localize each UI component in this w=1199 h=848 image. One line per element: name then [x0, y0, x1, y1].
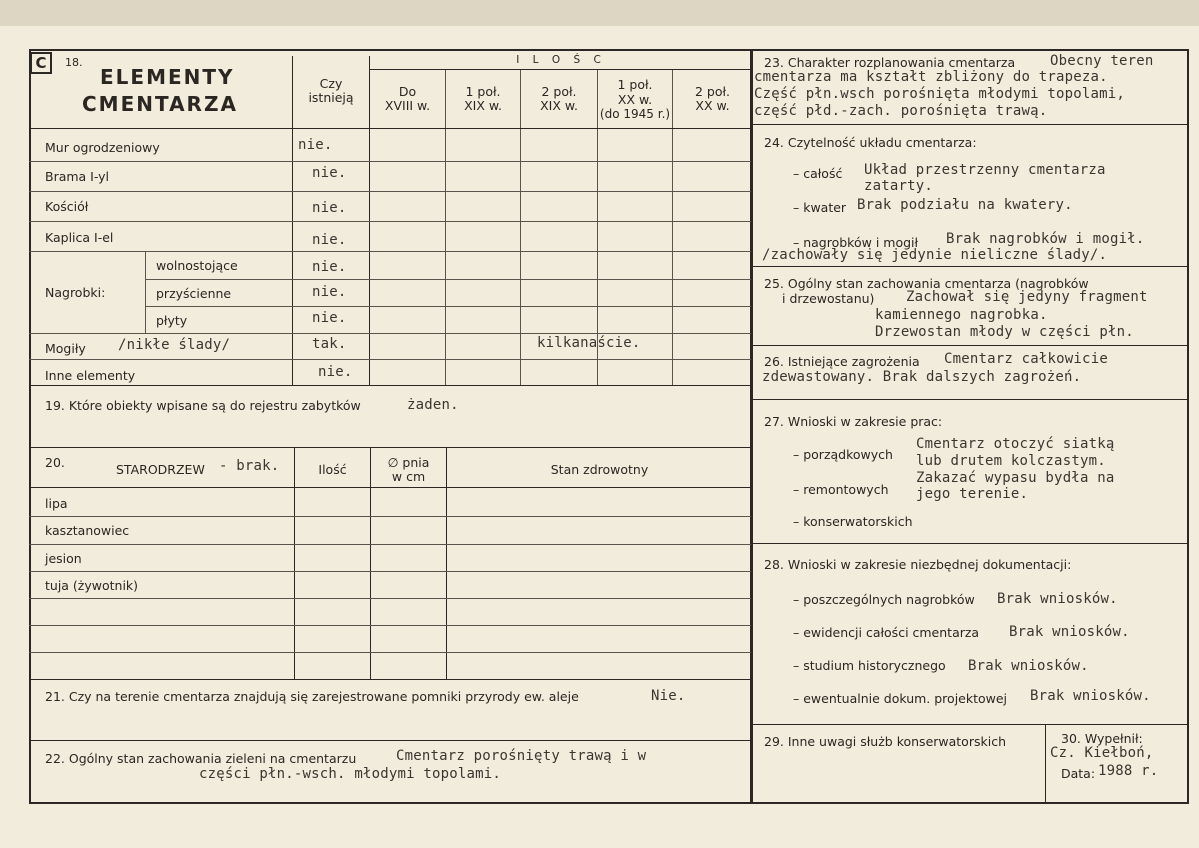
period-header: XVIII w. — [384, 98, 431, 113]
answer-27: Zakazać wypasu bydła na — [916, 470, 1115, 486]
grid-line — [29, 161, 752, 162]
row-value: nie. — [312, 232, 347, 248]
section-title: ELEMENTY — [100, 65, 235, 89]
row-sublabel: płyty — [156, 313, 188, 328]
section-divider — [751, 124, 1189, 125]
column-header: Stan zdrowotny — [550, 462, 649, 477]
question-22: 22. Ogólny stan zachowania zieleni na cmentarzu — [45, 751, 357, 766]
section-divider — [29, 385, 752, 386]
row-value: tak. — [312, 336, 347, 352]
column-header: I L O Ś C — [516, 54, 606, 66]
grid-line — [445, 70, 446, 385]
period-header: 2 poł. — [694, 84, 731, 99]
period-header: 1 poł. — [617, 77, 653, 92]
grid-line — [29, 571, 752, 572]
sub-label: – poszczególnych nagrobków — [793, 592, 975, 607]
question-23: 23. Charakter rozplanowania cmentarza — [764, 55, 1016, 70]
question-29: 29. Inne uwagi służb konserwatorskich — [764, 734, 1006, 749]
answer-24: /zachowały się jedynie nieliczne ślady/. — [762, 247, 1108, 263]
row-sublabel: przyścienne — [156, 286, 232, 301]
answer-28: Brak wniosków. — [968, 658, 1089, 674]
row-label: Brama I-yl — [45, 169, 110, 184]
grid-line — [29, 333, 752, 334]
answer-19: żaden. — [407, 397, 459, 413]
answer-28: Brak wniosków. — [1030, 688, 1151, 704]
question-27: 27. Wnioski w zakresie prac: — [764, 414, 943, 429]
row-note: /nikłe ślady/ — [118, 337, 231, 353]
row-sublabel: wolnostojące — [156, 258, 238, 273]
answer-27: Cmentarz otoczyć siatką — [916, 436, 1115, 452]
row-label: Inne elementy — [45, 368, 136, 383]
section-divider — [751, 543, 1189, 544]
row-value: nie. — [312, 165, 347, 181]
sub-label: – konserwatorskich — [793, 514, 913, 529]
period-header: 1 poł. — [465, 84, 501, 99]
answer-28: Brak wniosków. — [1009, 624, 1130, 640]
question-25: i drzewostanu) — [782, 291, 875, 306]
grid-line — [145, 251, 146, 333]
section-title: STARODRZEW — [116, 462, 205, 477]
answer-27: lub drutem kolczastym. — [916, 453, 1106, 469]
column-header: Czy — [319, 76, 343, 91]
column-header: istnieją — [308, 90, 354, 105]
grid-line — [369, 69, 752, 70]
answer-25: Zachował się jedyny fragment — [906, 289, 1148, 305]
answer-24: zatarty. — [864, 178, 934, 194]
period-header: Do — [398, 84, 417, 99]
grid-line — [29, 221, 752, 222]
filled-by-label: 30. Wypełnił: — [1061, 731, 1143, 746]
answer-22-line2: części płn.-wsch. młodymi topolami. — [199, 766, 502, 782]
section-divider — [751, 345, 1189, 346]
question-26: 26. Istniejące zagrożenia — [764, 354, 920, 369]
row-label: Mur ogrodzeniowy — [45, 140, 160, 155]
grid-line — [145, 279, 752, 280]
column-header: w cm — [391, 469, 426, 484]
sub-label: – ewidencji całości cmentarza — [793, 625, 980, 640]
period-header: (do 1945 r.) — [599, 107, 671, 121]
grid-line — [1045, 724, 1046, 804]
question-19: 19. Które obiekty wpisane są do rejestru zabytków — [45, 398, 361, 413]
grid-line — [29, 598, 752, 599]
sub-label: – kwater — [793, 200, 847, 215]
grid-line — [29, 652, 752, 653]
date-value: 1988 r. — [1098, 763, 1159, 779]
card-top-edge — [0, 0, 1199, 26]
grid-line — [145, 306, 752, 307]
grid-line — [29, 487, 752, 488]
section-title: CMENTARZA — [82, 92, 238, 116]
grid-line — [29, 128, 752, 129]
answer-24: Brak podziału na kwatery. — [857, 197, 1073, 213]
grid-line — [520, 70, 521, 385]
row-label: Kościół — [45, 199, 89, 214]
row-count: kilkanaście. — [537, 335, 641, 351]
answer-26: Cmentarz całkowicie — [944, 351, 1108, 367]
answer-28: Brak wniosków. — [997, 591, 1118, 607]
period-header: XIX w. — [540, 98, 578, 113]
answer-25: kamiennego nagrobka. — [875, 307, 1048, 323]
section-divider — [29, 447, 752, 448]
grid-line — [672, 70, 673, 385]
answer-24: Układ przestrzenny cmentarza — [864, 162, 1106, 178]
question-24: 24. Czytelność układu cmentarza: — [764, 135, 977, 150]
filled-by-name: Cz. Kiełboń, — [1050, 745, 1154, 761]
answer-23: Obecny teren — [1050, 53, 1154, 69]
grid-line — [29, 544, 752, 545]
section-divider — [29, 679, 752, 680]
section-divider — [751, 266, 1189, 267]
sub-label: – ewentualnie dokum. projektowej — [793, 691, 1008, 706]
date-label: Data: — [1061, 766, 1096, 781]
grid-line — [29, 251, 752, 252]
answer-23: Część płn.wsch porośnięta młodymi topolami, — [754, 86, 1126, 102]
period-header: XIX w. — [464, 98, 502, 113]
row-label: Kaplica I-el — [45, 230, 114, 245]
sub-label: – porządkowych — [793, 447, 893, 462]
answer-23: cmentarza ma kształt zbliżony do trapeza. — [754, 69, 1108, 85]
answer-25: Drzewostan młody w części płn. — [875, 324, 1134, 340]
grid-line — [29, 191, 752, 192]
row-value: nie. — [312, 284, 347, 300]
row-value: nie. — [312, 310, 347, 326]
row-label: Nagrobki: — [45, 285, 106, 300]
grid-line — [294, 447, 295, 679]
sub-label: – remontowych — [793, 482, 889, 497]
row-label: Mogiły — [45, 341, 86, 356]
grid-line — [29, 625, 752, 626]
answer-22-line1: Cmentarz porośnięty trawą i w — [396, 748, 647, 764]
section-title-note: - brak. — [219, 458, 280, 474]
section-number: 20. — [45, 455, 65, 470]
answer-23: część płd.-zach. porośnięta trawą. — [754, 103, 1048, 119]
column-header: Ilość — [318, 462, 347, 477]
period-header: XX w. — [695, 98, 730, 113]
answer-21: Nie. — [651, 688, 686, 704]
column-header: ∅ pnia — [387, 455, 430, 470]
grid-line — [446, 447, 447, 679]
period-header: XX w. — [617, 92, 653, 107]
answer-27: jego terenie. — [916, 486, 1029, 502]
answer-26: zdewastowany. Brak dalszych zagrożeń. — [762, 369, 1082, 385]
section-divider — [751, 399, 1189, 400]
tree-name: lipa — [45, 496, 68, 511]
sub-label: – całość — [793, 166, 843, 181]
grid-line — [29, 359, 752, 360]
question-21: 21. Czy na terenie cmentarza znajdują się zarejestrowane pomniki przyrody ew. aleje — [45, 689, 579, 704]
row-value: nie. — [298, 137, 333, 153]
section-divider — [29, 740, 752, 741]
tree-name: jesion — [45, 551, 82, 566]
card-letter: C — [30, 52, 52, 74]
row-value: nie. — [318, 364, 353, 380]
row-value: nie. — [312, 200, 347, 216]
grid-line — [29, 516, 752, 517]
section-number: 18. — [65, 56, 83, 69]
tree-name: kasztanowiec — [45, 523, 130, 538]
period-header: 2 poł. — [541, 84, 577, 99]
tree-name: tuja (żywotnik) — [45, 578, 139, 593]
sub-label: – nagrobków i mogił — [793, 235, 919, 250]
row-value: nie. — [312, 259, 347, 275]
question-28: 28. Wnioski w zakresie niezbędnej dokumentacji: — [764, 557, 1072, 572]
section-divider — [751, 724, 1189, 725]
question-25: 25. Ogólny stan zachowania cmentarza (nagrobków — [764, 276, 1089, 291]
answer-24: Brak nagrobków i mogił. — [946, 231, 1145, 247]
sub-label: – studium historycznego — [793, 658, 946, 673]
